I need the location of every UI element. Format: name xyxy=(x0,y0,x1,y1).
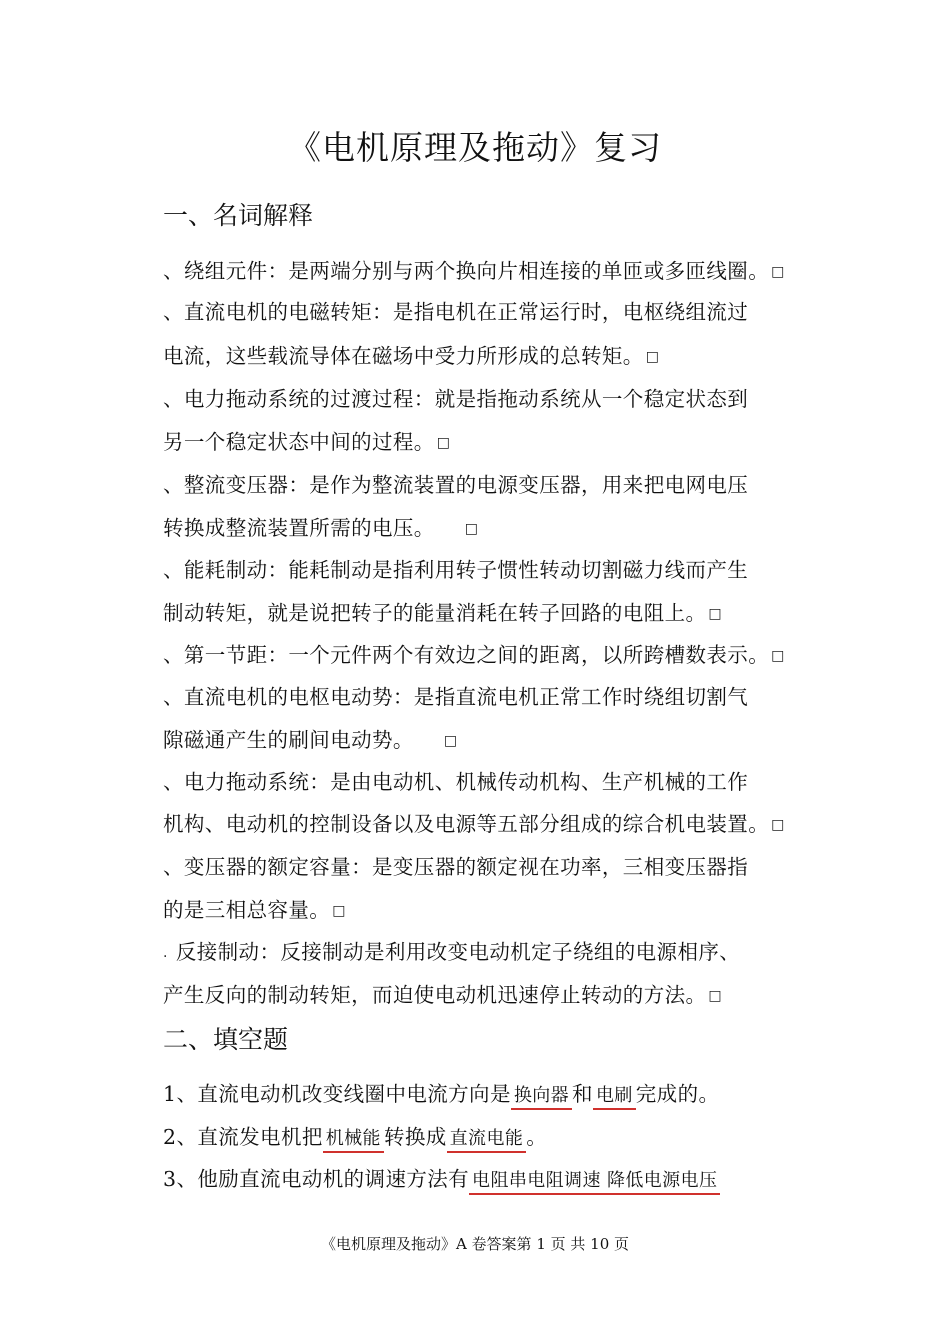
paragraph-mark-icon: □ xyxy=(771,264,785,280)
definition-5-line-1 xyxy=(163,553,803,583)
answer-blank: 机械能 xyxy=(323,1127,384,1153)
definition-7-line-1 xyxy=(163,680,803,710)
definition-9-line-1 xyxy=(163,850,803,880)
definition-text: 机构、电动机的控制设备以及电源等五部分组成的综合机电装置。 xyxy=(163,812,770,836)
question-text: 。 xyxy=(526,1125,548,1149)
definition-text: 转换成整流装置所需的电压。 xyxy=(163,516,435,540)
list-marker: . xyxy=(163,945,168,961)
section-heading-definitions: 一、名词解释 xyxy=(163,201,314,230)
question-text: 3、他励直流电动机的调速方法有 xyxy=(163,1167,470,1191)
paragraph-mark-icon: □ xyxy=(645,349,660,365)
definition-text: 制动转矩，就是说把转子的能量消耗在转子回路的电阻上。 xyxy=(163,601,707,625)
paragraph-mark-icon: □ xyxy=(771,817,785,833)
definition-3-line-1 xyxy=(163,382,803,412)
definition-6-line-1 xyxy=(163,638,803,668)
definition-text: 、整流变压器：是作为整流装置的电源变压器，用来把电网电压 xyxy=(163,473,749,497)
paragraph-mark-icon: □ xyxy=(708,988,723,1004)
definition-text: 电流，这些载流导体在磁场中受力所形成的总转矩。 xyxy=(163,344,644,368)
question-text: 1、直流电动机改变线圈中电流方向是 xyxy=(163,1082,511,1106)
answer-blank: 直流电能 xyxy=(447,1127,527,1153)
definition-text: 、变压器的额定容量：是变压器的额定视在功率，三相变压器指 xyxy=(163,855,749,879)
definition-8-line-2 xyxy=(163,807,803,837)
definition-2-line-2 xyxy=(163,339,803,369)
paragraph-mark-icon: □ xyxy=(708,606,723,622)
definition-text: 、直流电机的电磁转矩：是指电机在正常运行时，电枢绕组流过 xyxy=(163,300,749,324)
definition-text: 、电力拖动系统：是由电动机、机械传动机构、生产机械的工作 xyxy=(163,770,749,794)
definition-text: 、第一节距：一个元件两个有效边之间的距离，以所跨槽数表示。 xyxy=(163,643,770,667)
definition-7-line-2 xyxy=(163,723,803,753)
document-title: 《电机原理及拖动》复习 xyxy=(288,128,662,167)
definition-text: 、直流电机的电枢电动势：是指直流电机正常工作时绕组切割气 xyxy=(163,685,749,709)
definition-text: 、绕组元件：是两端分别与两个换向片相连接的单匝或多匝线圈。 xyxy=(163,259,770,283)
answer-blank: 电阻串电阻调速 降低电源电压 xyxy=(469,1169,720,1195)
definition-text: 反接制动：反接制动是利用改变电动机定子绕组的电源相序、 xyxy=(175,940,741,964)
definition-5-line-2 xyxy=(163,596,803,626)
definition-text: 、能耗制动：能耗制动是指利用转子惯性转动切割磁力线而产生 xyxy=(163,558,749,582)
fill-blank-3 xyxy=(163,1162,803,1195)
definition-8-line-1 xyxy=(163,765,803,795)
paragraph-mark-icon: □ xyxy=(771,648,785,664)
paragraph-mark-icon: □ xyxy=(332,903,346,919)
question-text: 转换成 xyxy=(383,1125,447,1149)
definition-text: 产生反向的制动转矩，而迫使电动机迅速停止转动的方法。 xyxy=(163,983,707,1007)
question-text: 和 xyxy=(572,1082,593,1106)
fill-blank-2 xyxy=(163,1120,803,1153)
paragraph-mark-icon: □ xyxy=(436,435,451,451)
definition-text: 另一个稳定状态中间的过程。 xyxy=(163,430,435,454)
definition-text: 的是三相总容量。 xyxy=(163,898,331,922)
definition-10-line-2 xyxy=(163,978,803,1008)
definition-2-line-1 xyxy=(163,295,803,325)
definition-10-line-1 xyxy=(163,935,803,965)
definition-text: 、电力拖动系统的过渡过程：就是指拖动系统从一个稳定状态到 xyxy=(163,387,749,411)
definition-1-line-1 xyxy=(163,254,803,284)
definition-3-line-2 xyxy=(163,425,803,455)
definition-text: 隙磁通产生的刷间电动势。 xyxy=(163,728,414,752)
paragraph-mark-icon: □ xyxy=(464,521,479,537)
definition-4-line-1 xyxy=(163,468,803,498)
answer-blank: 电刷 xyxy=(593,1084,636,1110)
fill-blank-1 xyxy=(163,1077,803,1110)
definition-9-line-2 xyxy=(163,893,803,923)
question-text: 完成的。 xyxy=(635,1082,720,1106)
paragraph-mark-icon: □ xyxy=(443,733,458,749)
answer-blank: 换向器 xyxy=(511,1084,572,1110)
page-footer: 《电机原理及拖动》A 卷答案第 1 页 共 10 页 xyxy=(320,1235,630,1253)
section-heading-fill-blanks: 二、填空题 xyxy=(163,1025,289,1054)
question-text: 2、直流发电机把 xyxy=(163,1125,323,1149)
definition-4-line-2 xyxy=(163,511,803,541)
